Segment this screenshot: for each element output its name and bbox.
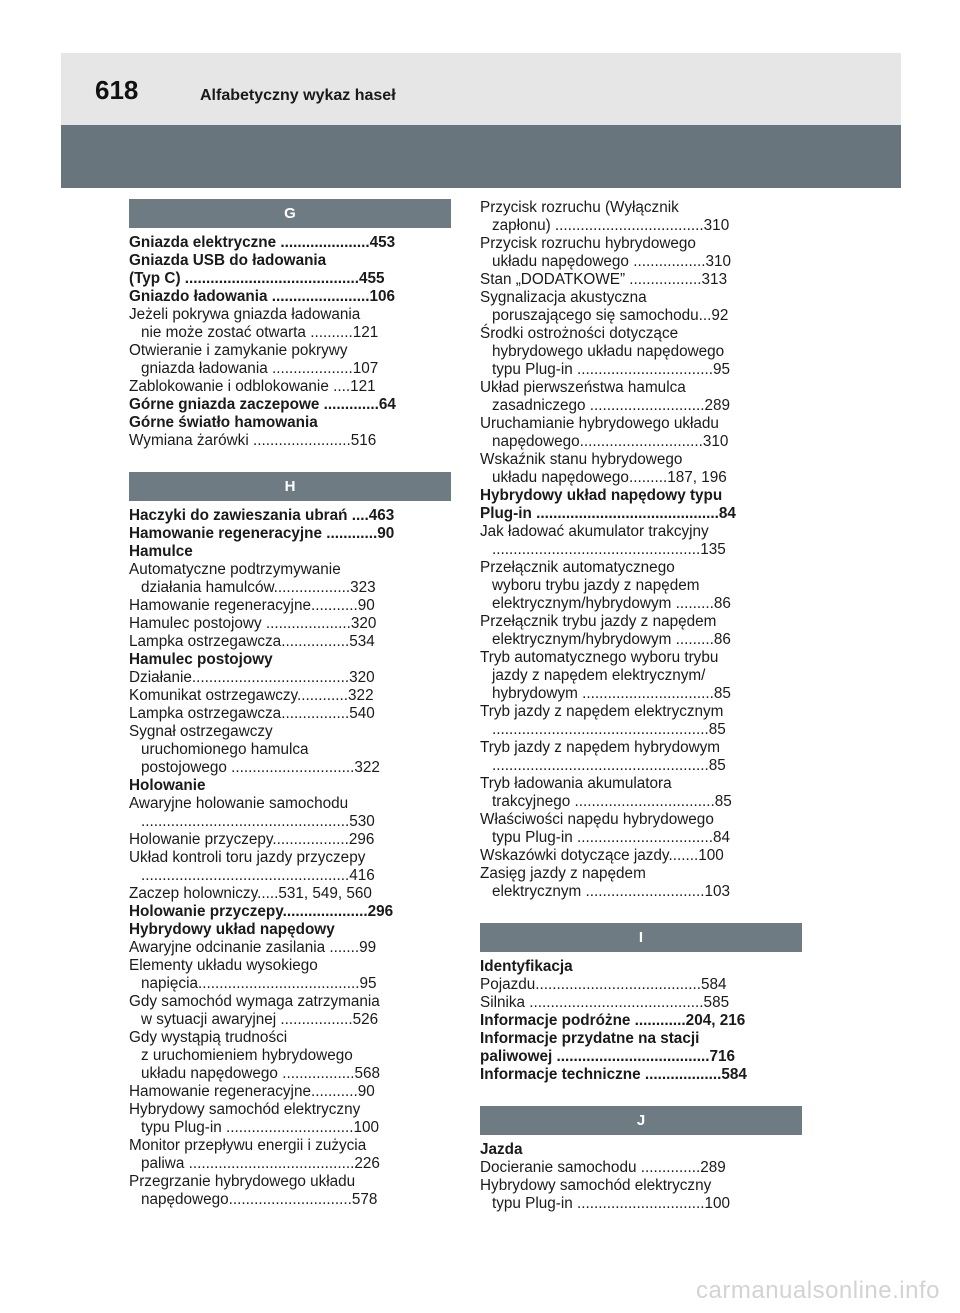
entry-line: Tryb automatycznego wyboru trybu — [480, 649, 719, 666]
index-subentry — [129, 669, 451, 687]
entry-line: .................................................416 — [141, 867, 375, 884]
entry-line: Uruchamianie hybrydowego układu — [480, 415, 719, 432]
index-subentry — [129, 957, 451, 993]
index-subentry — [129, 1029, 451, 1083]
entry-line: napięcia......................................95 — [141, 975, 377, 992]
index-subentry — [480, 559, 802, 613]
index-entry — [129, 543, 451, 561]
index-entry — [480, 958, 802, 976]
entry-line: Przycisk rozruchu hybrydowego — [480, 235, 696, 252]
index-subentry — [129, 432, 451, 450]
entry-line: .................................................135 — [492, 541, 726, 558]
entry-line: Gniazda elektryczne .....................453 — [129, 234, 396, 251]
entry-line: jazdy z napędem elektrycznym/ — [492, 667, 706, 684]
entry-line: Holowanie — [129, 777, 206, 794]
entry-line: Elementy układu wysokiego — [129, 957, 318, 974]
entry-line: Zablokowanie i odblokowanie ....121 — [129, 378, 376, 395]
entry-line: Gniazdo ładowania .......................106 — [129, 288, 396, 305]
entry-line: Informacje techniczne ..................584 — [480, 1066, 747, 1083]
entry-line: Przełącznik trybu jazdy z napędem — [480, 613, 717, 630]
index-subentry — [129, 831, 451, 849]
index-subentry — [129, 597, 451, 615]
index-column-right — [480, 199, 802, 1213]
index-subentry — [480, 1159, 802, 1177]
entry-line: Układ pierwszeństwa hamulca — [480, 379, 686, 396]
index-entry — [480, 1012, 802, 1030]
entry-line: Hybrydowy samochód elektryczny — [480, 1177, 712, 1194]
entry-line: hybrydowego układu napędowego — [492, 343, 725, 360]
entry-line: układu napędowego .................310 — [492, 253, 731, 270]
index-subentry — [480, 994, 802, 1012]
entry-line: Identyfikacja — [480, 958, 573, 975]
index-subentry — [480, 703, 802, 739]
entry-line: Hamowanie regeneracyjne ............90 — [129, 525, 395, 542]
entry-line: Awaryjne odcinanie zasilania .......99 — [129, 939, 377, 956]
entry-line: (Typ C) .........................................455 — [129, 270, 385, 287]
entry-line: Stan „DODATKOWE” .................313 — [480, 271, 728, 288]
entry-line: Pojazdu.......................................584 — [480, 976, 727, 993]
entry-line: Górne światło hamowania — [129, 414, 318, 431]
entry-line: Hybrydowy układ napędowy typu — [480, 487, 723, 504]
entry-line: Przełącznik automatycznego — [480, 559, 675, 576]
entry-line: Jak ładować akumulator trakcyjny — [480, 523, 709, 540]
index-subentry — [480, 523, 802, 559]
index-entry — [129, 252, 451, 288]
index-subentry — [480, 235, 802, 271]
index-entry — [129, 525, 451, 543]
entry-line: hybrydowym ...............................85 — [492, 685, 731, 702]
index-subentry — [480, 865, 802, 901]
index-subentry — [129, 633, 451, 651]
index-subentry — [129, 1173, 451, 1209]
index-subentry — [129, 687, 451, 705]
entry-line: elektrycznym/hybrydowym .........86 — [492, 595, 731, 612]
entry-line: zasadniczego ...........................289 — [492, 397, 731, 414]
section-header-h: H — [129, 472, 451, 501]
entry-line: Wymiana żarówki .......................516 — [129, 432, 377, 449]
index-subentry — [480, 271, 802, 289]
entry-line: typu Plug-in ..............................100 — [492, 1195, 731, 1212]
index-subentry — [129, 939, 451, 957]
entry-line: Silnika .........................................585 — [480, 994, 730, 1011]
index-subentry — [480, 325, 802, 379]
page-number: 618 — [95, 75, 139, 105]
entry-line: Hybrydowy układ napędowy — [129, 921, 335, 938]
entry-line: Górne gniazda zaczepowe .............64 — [129, 396, 396, 413]
entry-line: Jazda — [480, 1141, 523, 1158]
section-header-j: J — [480, 1106, 802, 1135]
page-header — [61, 53, 901, 125]
index-subentry — [129, 849, 451, 885]
index-entry — [129, 288, 451, 306]
index-subentry — [129, 1101, 451, 1137]
section-header-g: G — [129, 199, 451, 228]
entry-line: Hamowanie regeneracyjne...........90 — [129, 597, 375, 614]
entry-line: ...................................................85 — [492, 721, 726, 738]
index-subentry — [129, 342, 451, 378]
entry-line: uruchomionego hamulca — [141, 741, 309, 758]
entry-line: Tryb jazdy z napędem hybrydowym — [480, 739, 721, 756]
entry-line: postojowego .............................322 — [141, 759, 380, 776]
entry-line: typu Plug-in ................................84 — [492, 829, 731, 846]
index-entry — [129, 651, 451, 669]
index-subentry — [129, 795, 451, 831]
entry-line: Hybrydowy samochód elektryczny — [129, 1101, 361, 1118]
index-subentry — [129, 561, 451, 597]
index-subentry — [480, 1177, 802, 1213]
entry-line: Docieranie samochodu ..............289 — [480, 1159, 726, 1176]
entry-line: paliwa .......................................226 — [141, 1155, 380, 1172]
entry-line: Sygnalizacja akustyczna — [480, 289, 647, 306]
section-header-i: I — [480, 923, 802, 952]
entry-line: Holowanie przyczepy..................296 — [129, 831, 375, 848]
index-subentry — [480, 811, 802, 847]
index-subentry — [480, 613, 802, 649]
index-subentry — [129, 1083, 451, 1101]
entry-line: Informacje przydatne na stacji — [480, 1030, 700, 1047]
entry-line: .................................................530 — [141, 813, 375, 830]
index-subentry — [480, 976, 802, 994]
entry-line: Działanie.....................................320 — [129, 669, 375, 686]
entry-line: napędowego.............................578 — [141, 1191, 378, 1208]
entry-line: układu napędowego .................568 — [141, 1065, 380, 1082]
header-band — [61, 125, 901, 188]
entry-line: Przegrzanie hybrydowego układu — [129, 1173, 356, 1190]
entry-line: Informacje podróżne ............204, 216 — [480, 1012, 746, 1029]
entry-line: Awaryjne holowanie samochodu — [129, 795, 349, 812]
index-entry — [129, 507, 451, 525]
entry-line: Sygnał ostrzegawczy — [129, 723, 273, 740]
index-entry — [129, 234, 451, 252]
index-subentry — [480, 451, 802, 487]
index-entry — [129, 903, 451, 921]
entry-line: zapłonu) ...................................310 — [492, 217, 730, 234]
index-subentry — [480, 649, 802, 703]
index-subentry — [480, 289, 802, 325]
entry-line: działania hamulców..................323 — [141, 579, 376, 596]
entry-line: gniazda ładowania ...................107 — [141, 360, 379, 377]
entry-line: w sytuacji awaryjnej .................526 — [141, 1011, 379, 1028]
index-entry — [129, 921, 451, 939]
index-subentry — [129, 306, 451, 342]
index-entry — [129, 777, 451, 795]
index-subentry — [129, 885, 451, 903]
entry-line: Holowanie przyczepy....................296 — [129, 903, 394, 920]
entry-line: Lampka ostrzegawcza................540 — [129, 705, 375, 722]
entry-line: Gdy wystąpią trudności — [129, 1029, 288, 1046]
entry-line: nie może zostać otwarta ..........121 — [141, 324, 379, 341]
entry-line: typu Plug-in ..............................100 — [141, 1119, 380, 1136]
watermark: carmanualsonline.info — [696, 1277, 940, 1304]
entry-line: z uruchomieniem hybrydowego — [141, 1047, 353, 1064]
entry-line: Hamowanie regeneracyjne...........90 — [129, 1083, 375, 1100]
entry-line: elektrycznym/hybrydowym .........86 — [492, 631, 731, 648]
index-entry — [480, 487, 802, 523]
index-entry — [129, 396, 451, 414]
entry-line: elektrycznym ............................103 — [492, 883, 731, 900]
index-subentry — [129, 723, 451, 777]
entry-line: Hamulec postojowy ....................320 — [129, 615, 377, 632]
entry-line: Haczyki do zawieszania ubrań ....463 — [129, 507, 395, 524]
entry-line: Komunikat ostrzegawczy............322 — [129, 687, 374, 704]
entry-line: Środki ostrożności dotyczące — [480, 325, 679, 342]
entry-line: Automatyczne podtrzymywanie — [129, 561, 341, 578]
index-subentry — [480, 199, 802, 235]
index-subentry — [129, 993, 451, 1029]
entry-line: układu napędowego.........187, 196 — [492, 469, 727, 486]
index-entry — [480, 1141, 802, 1159]
entry-line: ...................................................85 — [492, 757, 726, 774]
entry-line: Hamulec postojowy — [129, 651, 273, 668]
index-column-left — [129, 199, 451, 1209]
entry-line: Przycisk rozruchu (Wyłącznik — [480, 199, 679, 216]
index-subentry — [480, 847, 802, 865]
entry-line: Gniazda USB do ładowania — [129, 252, 327, 269]
index-subentry — [480, 739, 802, 775]
entry-line: Hamulce — [129, 543, 193, 560]
entry-line: Tryb jazdy z napędem elektrycznym — [480, 703, 724, 720]
entry-line: Otwieranie i zamykanie pokrywy — [129, 342, 348, 359]
entry-line: Właściwości napędu hybrydowego — [480, 811, 714, 828]
page-title: Alfabetyczny wykaz haseł — [200, 87, 396, 104]
entry-line: paliwowej ....................................716 — [480, 1048, 736, 1065]
entry-line: Plug-in ...........................................84 — [480, 505, 736, 522]
entry-line: Wskaźnik stanu hybrydowego — [480, 451, 683, 468]
entry-line: typu Plug-in ................................95 — [492, 361, 731, 378]
entry-line: Lampka ostrzegawcza................534 — [129, 633, 375, 650]
index-subentry — [480, 415, 802, 451]
index-subentry — [129, 705, 451, 723]
index-entry — [129, 414, 451, 432]
entry-line: Wskazówki dotyczące jazdy.......100 — [480, 847, 724, 864]
entry-line: trakcyjnego .................................85 — [492, 793, 732, 810]
entry-line: Tryb ładowania akumulatora — [480, 775, 672, 792]
entry-line: Zasięg jazdy z napędem — [480, 865, 646, 882]
entry-line: Układ kontroli toru jazdy przyczepy — [129, 849, 366, 866]
entry-line: wyboru trybu jazdy z napędem — [492, 577, 700, 594]
index-subentry — [480, 775, 802, 811]
index-entry — [480, 1066, 802, 1084]
entry-line: napędowego.............................310 — [492, 433, 729, 450]
index-entry — [480, 1030, 802, 1066]
entry-line: Gdy samochód wymaga zatrzymania — [129, 993, 380, 1010]
entry-line: Zaczep holowniczy.....531, 549, 560 — [129, 885, 372, 902]
index-subentry — [480, 379, 802, 415]
entry-line: Monitor przepływu energii i zużycia — [129, 1137, 367, 1154]
entry-line: poruszającego się samochodu...92 — [492, 307, 729, 324]
entry-line: Jeżeli pokrywa gniazda ładowania — [129, 306, 361, 323]
index-subentry — [129, 1137, 451, 1173]
index-subentry — [129, 615, 451, 633]
index-subentry — [129, 378, 451, 396]
